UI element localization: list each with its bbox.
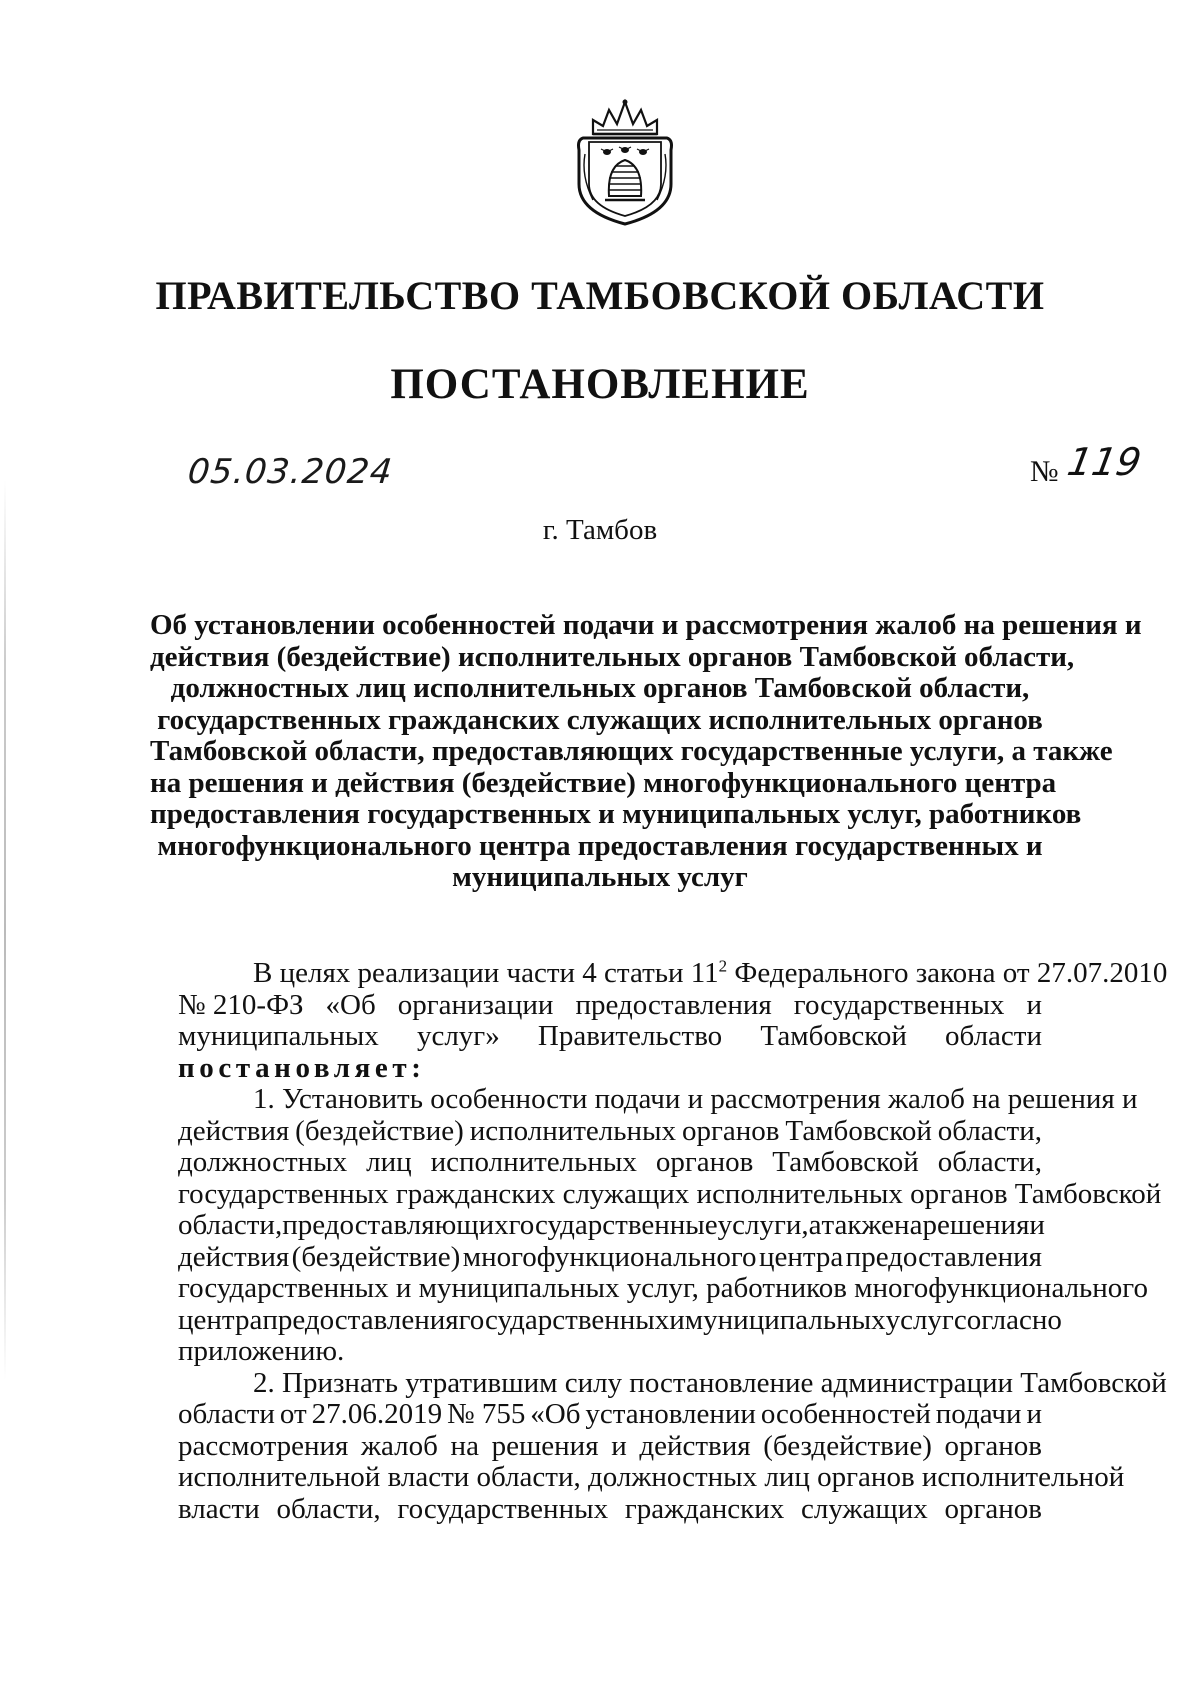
- word: лиц: [366, 1146, 412, 1178]
- word: на: [450, 1429, 479, 1462]
- word: и: [611, 1429, 627, 1462]
- word: власти: [178, 1492, 260, 1525]
- word: области: [178, 1398, 275, 1430]
- word: области,: [937, 1146, 1042, 1178]
- word: предоставления: [575, 988, 772, 1021]
- document-subject: [150, 609, 1142, 894]
- word: «Об: [325, 988, 376, 1021]
- subject-line: муниципальных услуг: [452, 861, 748, 893]
- scan-edge-artifact: [4, 480, 6, 1380]
- word: центра: [758, 1240, 844, 1273]
- word: государственных: [397, 1492, 609, 1525]
- word: Тамбовской: [785, 1114, 932, 1147]
- word: государственных: [793, 988, 1005, 1021]
- subject-line: государственных гражданских служащих исполнительных органов: [157, 703, 1043, 736]
- subject-line: Об установлении особенностей подачи и рассмотрения жалоб на решения и: [150, 609, 1142, 641]
- number-sign: №: [1030, 455, 1059, 488]
- word: подачи: [935, 1398, 1022, 1430]
- word: № 210-ФЗ: [178, 988, 304, 1021]
- document-number: [1030, 440, 1145, 490]
- word: и: [1026, 1398, 1042, 1430]
- word: центра: [178, 1303, 263, 1336]
- word: от: [279, 1398, 307, 1430]
- item1-line: 1. Установить особенности подачи и рассмотрения жалоб на решения и: [253, 1083, 1138, 1115]
- item2-line: [178, 1431, 1042, 1463]
- item1-line: приложению.: [178, 1335, 345, 1367]
- preamble-line: [178, 1021, 1042, 1053]
- item2-line: 2. Признать утратившим силу постановление администрации Тамбовской: [253, 1366, 1167, 1399]
- word: № 755: [446, 1398, 526, 1430]
- word: области,: [178, 1209, 283, 1241]
- word: также: [821, 1209, 895, 1241]
- word: органов: [681, 1114, 780, 1147]
- word: государственных: [458, 1303, 670, 1336]
- word: и: [1026, 988, 1042, 1021]
- word: услуги,: [717, 1209, 809, 1241]
- word: действия: [178, 1114, 290, 1147]
- word: решения: [491, 1429, 599, 1462]
- subject-line: Тамбовской области, предоставляющих государственные услуги, а также: [150, 735, 1113, 767]
- word: должностных: [178, 1146, 348, 1178]
- word: решения: [922, 1209, 1030, 1241]
- document-body: [178, 956, 1168, 1525]
- word: рассмотрения: [178, 1429, 349, 1462]
- word: Тамбовской: [760, 1020, 907, 1052]
- word: особенностей: [760, 1398, 931, 1430]
- item1-line: [178, 1303, 1062, 1337]
- document-type: ПОСТАНОВЛЕНИЕ: [390, 361, 810, 408]
- word: действия: [178, 1240, 290, 1273]
- word: служащих: [801, 1492, 928, 1525]
- word: Тамбовской: [772, 1146, 919, 1178]
- word: предоставления: [262, 1303, 459, 1336]
- word: (бездействие): [291, 1240, 461, 1273]
- word: предоставляющих: [282, 1209, 509, 1241]
- preamble-line: [178, 990, 1042, 1022]
- word: услуг»: [416, 1020, 500, 1052]
- word: государственные: [508, 1209, 718, 1241]
- decree-word: постановляет:: [178, 1051, 426, 1084]
- word: муниципальных: [178, 1020, 379, 1052]
- item1-line: [178, 1209, 1045, 1242]
- item1-line: [178, 1147, 1042, 1179]
- word: а: [808, 1209, 822, 1241]
- word: и: [669, 1303, 685, 1336]
- word: и: [1029, 1209, 1045, 1241]
- item1-line: [178, 1116, 1042, 1148]
- word: области,: [276, 1492, 381, 1525]
- item2-line: [178, 1399, 1042, 1431]
- word: гражданских: [624, 1492, 785, 1525]
- item1-line: государственных и муниципальных услуг, работников многофункционального: [178, 1272, 1148, 1304]
- word: области,: [937, 1114, 1042, 1147]
- preamble-line: [178, 956, 1168, 990]
- word: исполнительных: [430, 1146, 637, 1178]
- number-value: 119: [1063, 440, 1145, 484]
- word: установлении: [585, 1398, 756, 1430]
- word: жалоб: [361, 1429, 438, 1462]
- subject-line: на решения и действия (бездействие) многофункционального центра: [150, 766, 1057, 799]
- word: организации: [397, 988, 554, 1021]
- word: области: [945, 1020, 1042, 1052]
- subject-line: действия (бездействие) исполнительных органов Тамбовской области,: [150, 640, 1075, 673]
- subject-line: многофункционального центра предоставления государственных и: [157, 829, 1043, 862]
- word: органов: [944, 1429, 1042, 1462]
- word: «Об: [530, 1398, 581, 1430]
- word: действия: [639, 1429, 751, 1462]
- document-date: 05.03.2024: [185, 452, 395, 492]
- word: предоставления: [845, 1240, 1042, 1273]
- subject-line: предоставления государственных и муниципальных услуг, работников: [150, 798, 1082, 830]
- item1-line: [178, 1242, 1042, 1274]
- word: согласно: [953, 1303, 1062, 1336]
- article-superscript: 2: [718, 956, 728, 976]
- item2-line: исполнительной власти области, должностных лиц органов исполнительной: [178, 1461, 1125, 1493]
- tambov-coat-of-arms-icon: [571, 96, 679, 226]
- city-line: г. Тамбов: [542, 514, 658, 546]
- word: (бездействие): [763, 1429, 932, 1462]
- word: на: [894, 1209, 923, 1241]
- word: 27.06.2019: [311, 1398, 443, 1430]
- word: Правительство: [537, 1020, 723, 1052]
- subject-line: должностных лиц исполнительных органов Тамбовской области,: [170, 672, 1030, 704]
- government-title: ПРАВИТЕЛЬСТВО ТАМБОВСКОЙ ОБЛАСТИ: [155, 273, 1045, 318]
- preamble-text: Федерального закона от 27.07.2010: [727, 957, 1168, 989]
- word: органов: [944, 1492, 1042, 1525]
- preamble-text: В целях реализации части 4 статьи 11: [253, 957, 719, 989]
- word: муниципальных: [684, 1303, 886, 1336]
- word: исполнительных: [469, 1114, 677, 1147]
- item1-line: государственных гражданских служащих исполнительных органов Тамбовской: [178, 1177, 1162, 1210]
- word: многофункционального: [462, 1240, 757, 1273]
- word: (бездействие): [295, 1114, 464, 1147]
- item2-line: [178, 1494, 1042, 1526]
- word: услуг: [885, 1303, 954, 1336]
- word: органов: [655, 1146, 754, 1178]
